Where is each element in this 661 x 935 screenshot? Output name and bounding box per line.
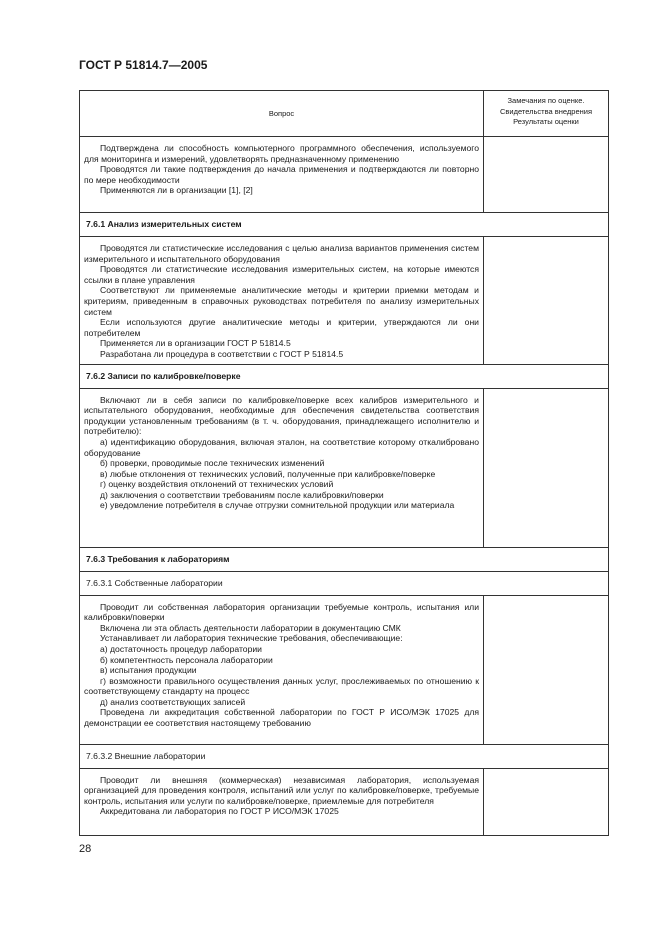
question-text: д) анализ соответствующих записей xyxy=(100,696,246,707)
question-text: б) проверки, проводимые после технических изменений xyxy=(100,458,325,469)
question-text: Проводятся ли статистические исследования с целью анализа вариантов применения систем измерительного и испытательного оборудования xyxy=(84,243,479,264)
question-text: Проводит ли внешняя (коммерческая) независимая лаборатория, используемая организацией для проведения контроля, испытаний или услуг по калибровке/поверке, требуемые контроль, испытания или услуги по калибровке/поверке, приемлемые для потребителя xyxy=(84,774,479,806)
question-cell xyxy=(80,137,484,213)
question-text: в) любые отклонения от технических условий, полученные при калибровке/поверке xyxy=(100,468,436,479)
question-cell xyxy=(80,388,484,547)
section-heading-7-6-3: 7.6.3 Требования к лабораториям xyxy=(80,547,609,571)
question-text: в) испытания продукции xyxy=(100,665,197,676)
remarks-header-line: Результаты оценки xyxy=(513,117,579,126)
assessment-table xyxy=(79,90,609,836)
document-title: ГОСТ Р 51814.7—2005 xyxy=(79,58,208,72)
question-text: г) оценку воздействия отклонений от технических условий xyxy=(100,479,334,490)
section-heading-7-6-2: 7.6.2 Записи по калибровке/поверке xyxy=(80,364,609,388)
remarks-cell xyxy=(484,388,609,547)
question-text: Включают ли в себя записи по калибровке/поверке всех калибров измерительного и испытательного оборудования, необходимые для обеспечения свидетельства соответствия продукции установленным требованиям (в т. ч. оборудования, принадлежащего исполнителю и потребителю): xyxy=(84,394,479,437)
subsection-heading-7-6-3-1: 7.6.3.1 Собственные лаборатории xyxy=(80,571,609,595)
question-text: Соответствуют ли применяемые аналитические методы и критерии приемки методам и критериям, приведенным в справочных руководствах потребителя по анализу измерительных систем xyxy=(84,285,479,317)
subsection-heading-7-6-3-2: 7.6.3.2 Внешние лаборатории xyxy=(80,744,609,768)
remarks-cell xyxy=(484,768,609,835)
column-header-question-text: Вопрос xyxy=(268,109,295,118)
question-text: Подтверждена ли способность компьютерного программного обеспечения, используемого для мониторинга и измерений, удовлетворять предназначенному применению xyxy=(84,143,479,164)
remarks-header-line: Свидетельства внедрения xyxy=(499,106,593,116)
section-heading-7-6-1: 7.6.1 Анализ измерительных систем xyxy=(80,213,609,237)
question-text: а) достаточность процедур лаборатории xyxy=(100,643,262,654)
remarks-header-line: Замечания по оценке. xyxy=(507,96,585,105)
remarks-cell xyxy=(484,237,609,365)
page-number: 28 xyxy=(79,843,92,855)
column-header-remarks xyxy=(484,91,609,137)
subsection-row xyxy=(80,744,609,768)
question-text: Разработана ли процедура в соответствии с ГОСТ Р 51814.5 xyxy=(100,348,344,359)
question-text: Проводятся ли такие подтверждения до начала применения и подтверждаются ли повторно по мере необходимости xyxy=(84,164,479,185)
question-text: б) компетентность персонала лаборатории xyxy=(100,654,273,665)
question-text: Устанавливает ли лаборатория технические требования, обеспечивающие: xyxy=(100,633,403,644)
question-text: Проведена ли аккредитация собственной лаборатории по ГОСТ Р ИСО/МЭК 17025 для демонстрации ее соответствия настоящему требованию xyxy=(84,707,479,729)
question-text: г) возможности правильного осуществления данных услуг, прослеживаемых по отношению к соответствующему стандарту на процесс xyxy=(84,675,479,697)
section-row xyxy=(80,364,609,388)
question-text: Проводит ли собственная лаборатория организации требуемые контроль, испытания или калибровки/поверки xyxy=(84,601,479,623)
table-row xyxy=(80,237,609,365)
table-row xyxy=(80,388,609,547)
table-row xyxy=(80,595,609,744)
question-text: Если используются другие аналитические методы и критерии, утверждаются ли они потребителем xyxy=(84,317,479,338)
question-text: Включена ли эта область деятельности лаборатории в документацию СМК xyxy=(100,622,401,633)
remarks-cell xyxy=(484,137,609,213)
table-header-row xyxy=(80,91,609,137)
question-text: Аккредитована ли лаборатория по ГОСТ Р ИСО/МЭК 17025 xyxy=(100,806,339,817)
question-cell xyxy=(80,595,484,744)
remarks-cell xyxy=(484,595,609,744)
question-cell xyxy=(80,768,484,835)
question-text: Применяется ли в организации ГОСТ Р 51814.5 xyxy=(100,338,291,349)
subsection-row xyxy=(80,571,609,595)
question-text: е) уведомление потребителя в случае отгрузки сомнительной продукции или материала xyxy=(100,500,455,511)
section-row xyxy=(80,213,609,237)
question-cell xyxy=(80,237,484,365)
table-row xyxy=(80,768,609,835)
question-text: Применяются ли в организации [1], [2] xyxy=(100,185,253,196)
question-text: а) идентификацию оборудования, включая эталон, на соответствие которому откалибровано оборудование xyxy=(84,436,479,458)
column-header-question xyxy=(80,91,484,137)
question-text: Проводятся ли статистические исследования измерительных систем, на которые имеются ссылки в плане управления xyxy=(84,264,479,285)
table-row xyxy=(80,137,609,213)
question-text: д) заключения о соответствии требованиям после калибровки/поверки xyxy=(100,489,384,500)
section-row xyxy=(80,547,609,571)
